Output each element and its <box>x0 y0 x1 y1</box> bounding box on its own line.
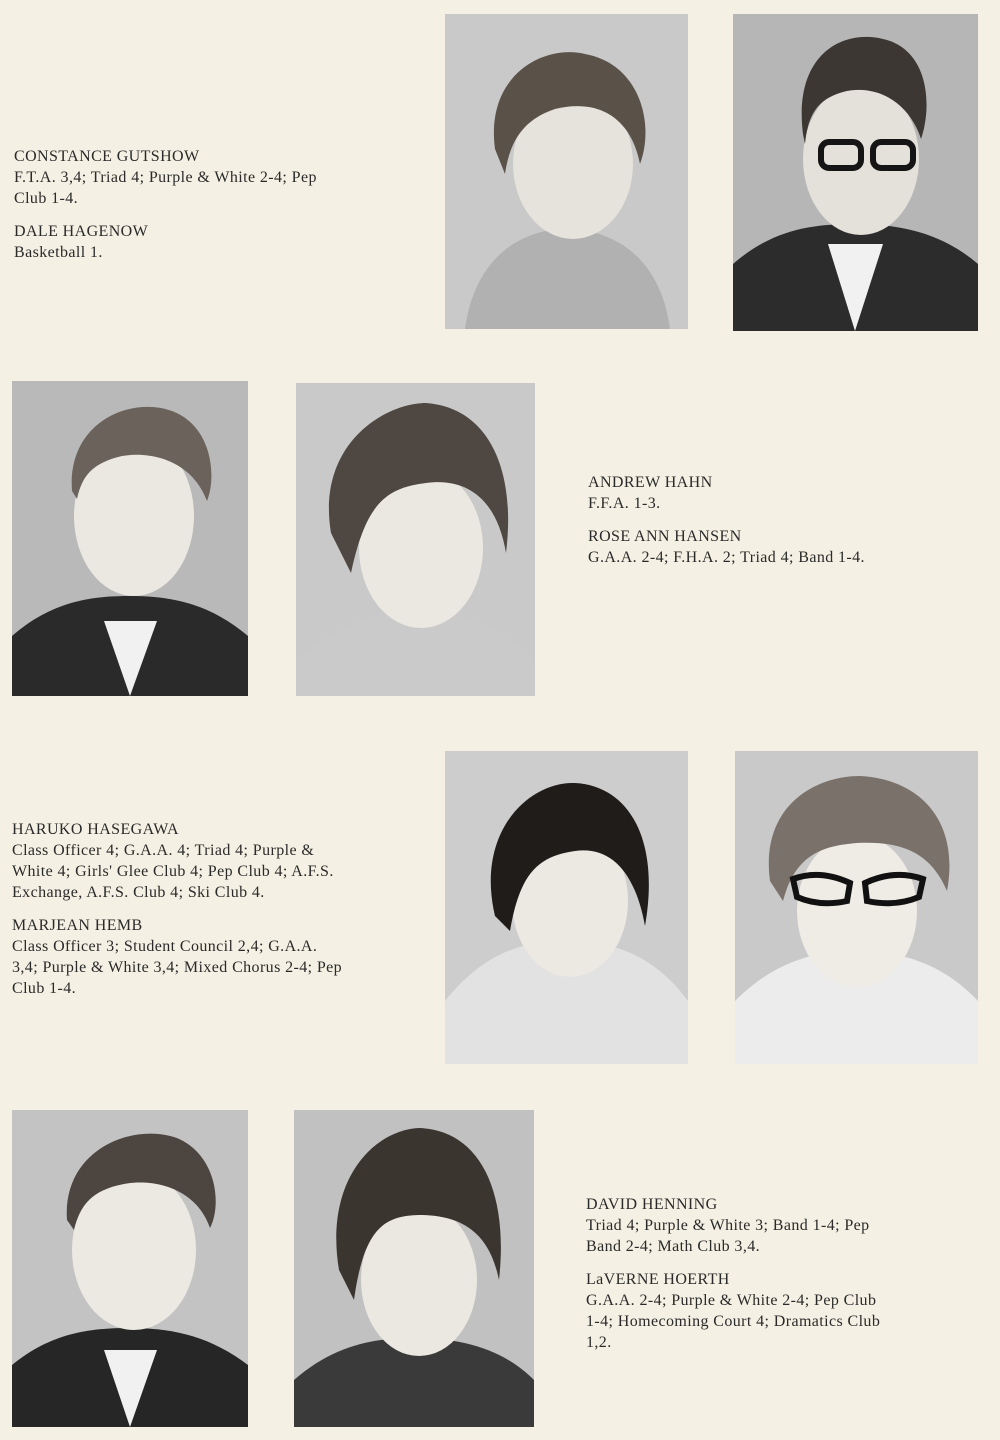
portrait-photo-female <box>445 14 688 329</box>
student-activities: Basketball 1. <box>14 244 103 261</box>
portrait-photo-male <box>12 381 248 696</box>
student-name: HARUKO HASEGAWA <box>12 821 179 838</box>
caption-block-row1 <box>14 146 434 275</box>
student-name: DALE HAGENOW <box>14 223 149 240</box>
student-name: ROSE ANN HANSEN <box>588 528 742 545</box>
student-activities: Class Officer 4; G.A.A. 4; Triad 4; Purple & White 4; Girls' Glee Club 4; Pep Club 4; A.F.S. Exchange, A.F.S. Club 4; Ski Club 4. <box>12 842 334 901</box>
student-activities: G.A.A. 2-4; F.H.A. 2; Triad 4; Band 1-4. <box>588 549 865 566</box>
student-activities: G.A.A. 2-4; Purple & White 2-4; Pep Club 1-4; Homecoming Court 4; Dramatics Club 1,2. <box>586 1292 881 1351</box>
student-activities: Class Officer 3; Student Council 2,4; G.A.A. 3,4; Purple & White 3,4; Mixed Chorus 2-4; Pep Club 1-4. <box>12 938 343 997</box>
caption-block-row3 <box>12 819 432 1011</box>
student-name: LaVERNE HOERTH <box>586 1271 730 1288</box>
portrait-photo-female <box>735 751 978 1064</box>
portrait-photo-female <box>294 1110 534 1427</box>
student-name: ANDREW HAHN <box>588 474 713 491</box>
caption-block-row2 <box>588 472 988 580</box>
portrait-photo-female <box>296 383 535 696</box>
portrait-photo-male <box>733 14 978 331</box>
student-activities: F.F.A. 1-3. <box>588 495 661 512</box>
student-name: DAVID HENNING <box>586 1196 718 1213</box>
student-activities: F.T.A. 3,4; Triad 4; Purple & White 2-4; Pep Club 1-4. <box>14 169 317 207</box>
student-activities: Triad 4; Purple & White 3; Band 1-4; Pep Band 2-4; Math Club 3,4. <box>586 1217 870 1255</box>
student-name: CONSTANCE GUTSHOW <box>14 148 200 165</box>
portrait-photo-female <box>445 751 688 1064</box>
student-name: MARJEAN HEMB <box>12 917 143 934</box>
portrait-photo-male <box>12 1110 248 1427</box>
caption-block-row4 <box>586 1194 986 1365</box>
